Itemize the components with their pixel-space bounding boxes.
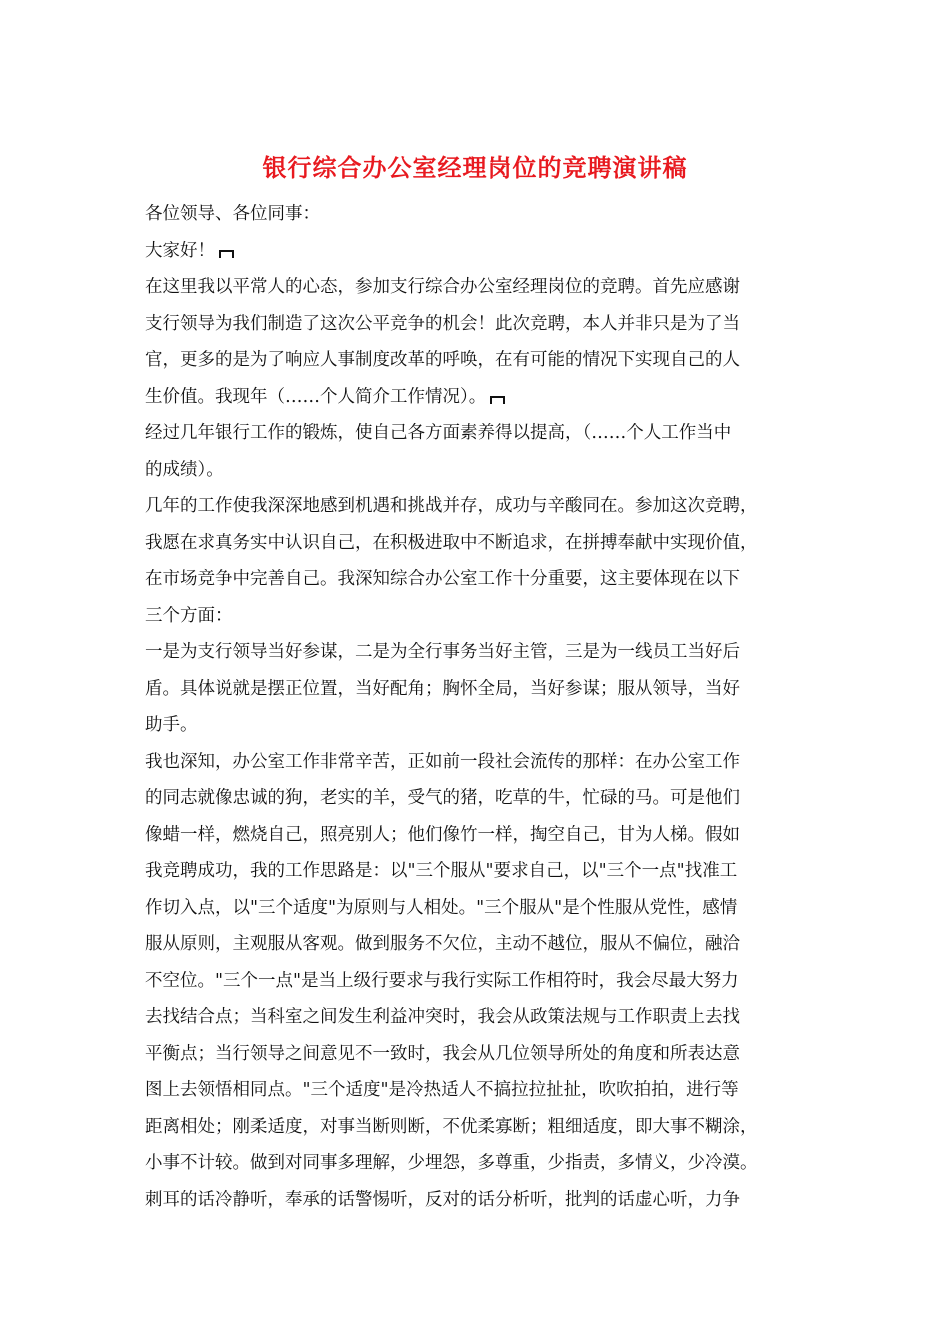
text-line: 小事不计较。做到对同事多理解，少埋怨，多尊重，少指责，多情义，少冷漠。 (145, 1153, 758, 1173)
text-line: 支行领导为我们制造了这次公平竞争的机会！此次竞聘，本人并非只是为了当 (145, 313, 740, 334)
text-line: 我也深知，办公室工作非常辛苦，正如前一段社会流传的那样：在办公室工作 (145, 751, 740, 772)
text-line: 几年的工作使我深深地感到机遇和挑战并存，成功与辛酸同在。参加这次竞聘， (145, 496, 758, 516)
text-line: 在这里我以平常人的心态，参加支行综合办公室经理岗位的竞聘。首先应感谢 (145, 277, 740, 297)
text-line: 平衡点；当行领导之间意见不一致时，我会从几位领导所处的角度和所表达意 (145, 1043, 740, 1064)
paragraph-mark-icon (219, 250, 234, 258)
text-line: 一是为支行领导当好参谋，二是为全行事务当好主管，三是为一线员工当好后 (145, 642, 740, 662)
text-line: 像蜡一样，燃烧自己，照亮别人；他们像竹一样，掏空自己，甘为人梯。假如 (145, 824, 740, 845)
document-title: 银行综合办公室经理岗位的竞聘演讲稿 (262, 154, 688, 182)
text-line: 服从原则，主观服从客观。做到服务不欠位，主动不越位，服从不偏位，融洽 (145, 934, 740, 954)
text-line: 官，更多的是为了响应人事制度改革的呼唤，在有可能的情况下实现自己的人 (145, 350, 740, 370)
text-line: 作切入点，以"三个适度"为原则与人相处。"三个服从"是个性服从党性，感情 (145, 897, 738, 918)
paragraph-mark-icon (490, 396, 505, 404)
text-line: 各位领导、各位同事： (145, 204, 320, 224)
text-line: 的同志就像忠诚的狗，老实的羊，受气的猪，吃草的牛，忙碌的马。可是他们 (145, 788, 740, 808)
text-line: 的成绩）。 (145, 459, 224, 480)
text-line: 去找结合点；当科室之间发生利益冲突时，我会从政策法规与工作职责上去找 (145, 1007, 740, 1027)
text-line: 在市场竞争中完善自己。我深知综合办公室工作十分重要，这主要体现在以下 (145, 569, 740, 589)
document-body (145, 196, 815, 1218)
text-line: 盾。具体说就是摆正位置，当好配角；胸怀全局，当好参谋；服从领导，当好 (145, 678, 740, 699)
text-line: 经过几年银行工作的锻炼，使自己各方面素养得以提高，（……个人工作当中 (145, 423, 732, 443)
text-line: 大家好！ (145, 233, 815, 270)
text-line: 刺耳的话冷静听，奉承的话警惕听，反对的话分析听，批判的话虚心听，力争 (145, 1189, 740, 1210)
text-line: 图上去领悟相同点。"三个适度"是冷热适人不搞拉拉扯扯，吹吹拍拍，进行等 (145, 1080, 739, 1100)
text-line: 不空位。"三个一点"是当上级行要求与我行实际工作相符时，我会尽最大努力 (145, 970, 739, 991)
text-line: 我愿在求真务实中认识自己，在积极进取中不断追求，在拼搏奉献中实现价值， (145, 532, 758, 553)
text-line: 生价值。我现年（……个人简介工作情况）。 (145, 379, 815, 416)
text-line: 距离相处；刚柔适度，对事当断则断，不优柔寡断；粗细适度，即大事不糊涂， (145, 1116, 758, 1137)
text-line: 三个方面： (145, 605, 233, 626)
text-line: 我竞聘成功，我的工作思路是：以"三个服从"要求自己，以"三个一点"找准工 (145, 861, 738, 881)
text-line: 助手。 (145, 715, 198, 735)
